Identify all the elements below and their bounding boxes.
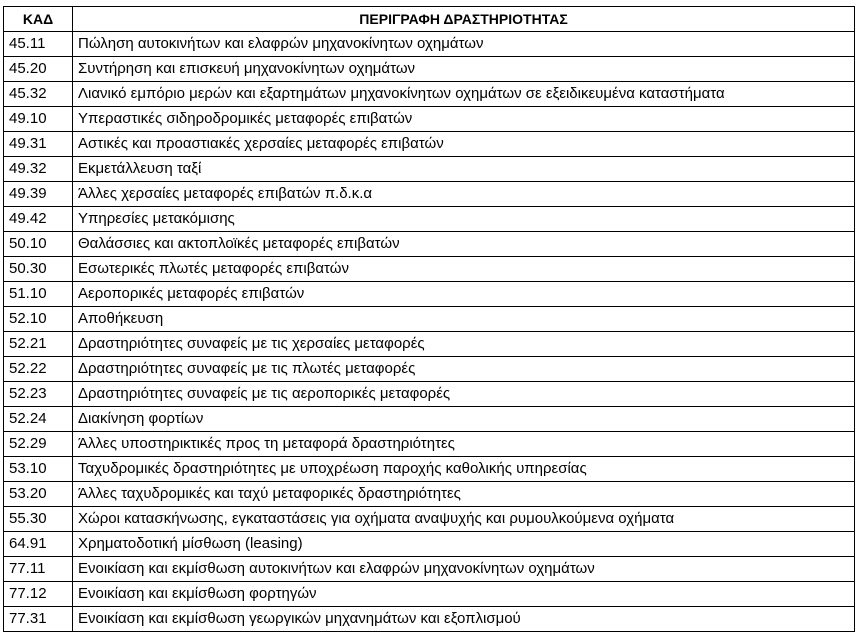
table-row [4,82,855,107]
table-row [4,432,855,457]
activity-table-container [3,6,855,632]
activity-code-cell: 45.11 [4,32,73,57]
activity-code-cell: 52.24 [4,407,73,432]
activity-code-cell: 49.10 [4,107,73,132]
header-description: ΠΕΡΙΓΡΑΦΗ ΔΡΑΣΤΗΡΙΟΤΗΤΑΣ [73,7,855,32]
activity-description-cell: Υπηρεσίες μετακόμισης [73,207,855,232]
table-row [4,557,855,582]
activity-description-cell: Χώροι κατασκήνωσης, εγκαταστάσεις για οχήματα αναψυχής και ρυμουλκούμενα οχήματα [73,507,855,532]
table-row [4,257,855,282]
table-row [4,357,855,382]
activity-description-cell: Χρηματοδοτική μίσθωση (leasing) [73,532,855,557]
activity-description-cell: Δραστηριότητες συναφείς με τις χερσαίες μεταφορές [73,332,855,357]
activity-description-cell: Άλλες υποστηρικτικές προς τη μεταφορά δραστηριότητες [73,432,855,457]
table-row [4,132,855,157]
table-body [4,32,855,632]
activity-code-cell: 45.20 [4,57,73,82]
table-row [4,107,855,132]
activity-description-cell: Διακίνηση φορτίων [73,407,855,432]
activity-code-cell: 49.32 [4,157,73,182]
table-row [4,607,855,632]
activity-code-cell: 49.42 [4,207,73,232]
table-row [4,407,855,432]
activity-code-cell: 52.29 [4,432,73,457]
activity-description-cell: Ταχυδρομικές δραστηριότητες με υποχρέωση παροχής καθολικής υπηρεσίας [73,457,855,482]
activity-description-cell: Υπεραστικές σιδηροδρομικές μεταφορές επιβατών [73,107,855,132]
activity-code-cell: 53.10 [4,457,73,482]
activity-code-cell: 64.91 [4,532,73,557]
activity-code-cell: 77.31 [4,607,73,632]
table-header-row [4,7,855,32]
table-row [4,507,855,532]
activity-description-cell: Πώληση αυτοκινήτων και ελαφρών μηχανοκίνητων οχημάτων [73,32,855,57]
table-row [4,582,855,607]
table-row [4,307,855,332]
activity-code-cell: 45.32 [4,82,73,107]
activity-description-cell: Αστικές και προαστιακές χερσαίες μεταφορές επιβατών [73,132,855,157]
activity-code-cell: 52.10 [4,307,73,332]
activity-code-cell: 55.30 [4,507,73,532]
activity-description-cell: Εσωτερικές πλωτές μεταφορές επιβατών [73,257,855,282]
activity-code-cell: 77.11 [4,557,73,582]
table-row [4,382,855,407]
activity-code-cell: 50.30 [4,257,73,282]
table-row [4,282,855,307]
activity-description-cell: Συντήρηση και επισκευή μηχανοκίνητων οχημάτων [73,57,855,82]
table-row [4,207,855,232]
activity-description-cell: Λιανικό εμπόριο μερών και εξαρτημάτων μηχανοκίνητων οχημάτων σε εξειδικευμένα καταστήματα [73,82,855,107]
activity-description-cell: Αεροπορικές μεταφορές επιβατών [73,282,855,307]
activity-code-cell: 51.10 [4,282,73,307]
activity-description-cell: Άλλες ταχυδρομικές και ταχύ μεταφορικές δραστηριότητες [73,482,855,507]
activity-code-cell: 77.12 [4,582,73,607]
header-code: ΚΑΔ [4,7,73,32]
table-row [4,482,855,507]
table-row [4,332,855,357]
activity-description-cell: Θαλάσσιες και ακτοπλοϊκές μεταφορές επιβατών [73,232,855,257]
activity-code-cell: 52.23 [4,382,73,407]
table-row [4,157,855,182]
activity-description-cell: Δραστηριότητες συναφείς με τις πλωτές μεταφορές [73,357,855,382]
activity-codes-table [3,6,855,632]
activity-code-cell: 50.10 [4,232,73,257]
activity-code-cell: 49.31 [4,132,73,157]
activity-description-cell: Εκμετάλλευση ταξί [73,157,855,182]
activity-description-cell: Ενοικίαση και εκμίσθωση φορτηγών [73,582,855,607]
activity-description-cell: Ενοικίαση και εκμίσθωση αυτοκινήτων και ελαφρών μηχανοκίνητων οχημάτων [73,557,855,582]
activity-code-cell: 52.21 [4,332,73,357]
table-row [4,57,855,82]
activity-description-cell: Δραστηριότητες συναφείς με τις αεροπορικές μεταφορές [73,382,855,407]
table-row [4,532,855,557]
activity-description-cell: Αποθήκευση [73,307,855,332]
activity-description-cell: Ενοικίαση και εκμίσθωση γεωργικών μηχανημάτων και εξοπλισμού [73,607,855,632]
activity-code-cell: 53.20 [4,482,73,507]
activity-description-cell: Άλλες χερσαίες μεταφορές επιβατών π.δ.κ.α [73,182,855,207]
table-row [4,32,855,57]
table-row [4,232,855,257]
table-row [4,457,855,482]
activity-code-cell: 49.39 [4,182,73,207]
table-row [4,182,855,207]
activity-code-cell: 52.22 [4,357,73,382]
